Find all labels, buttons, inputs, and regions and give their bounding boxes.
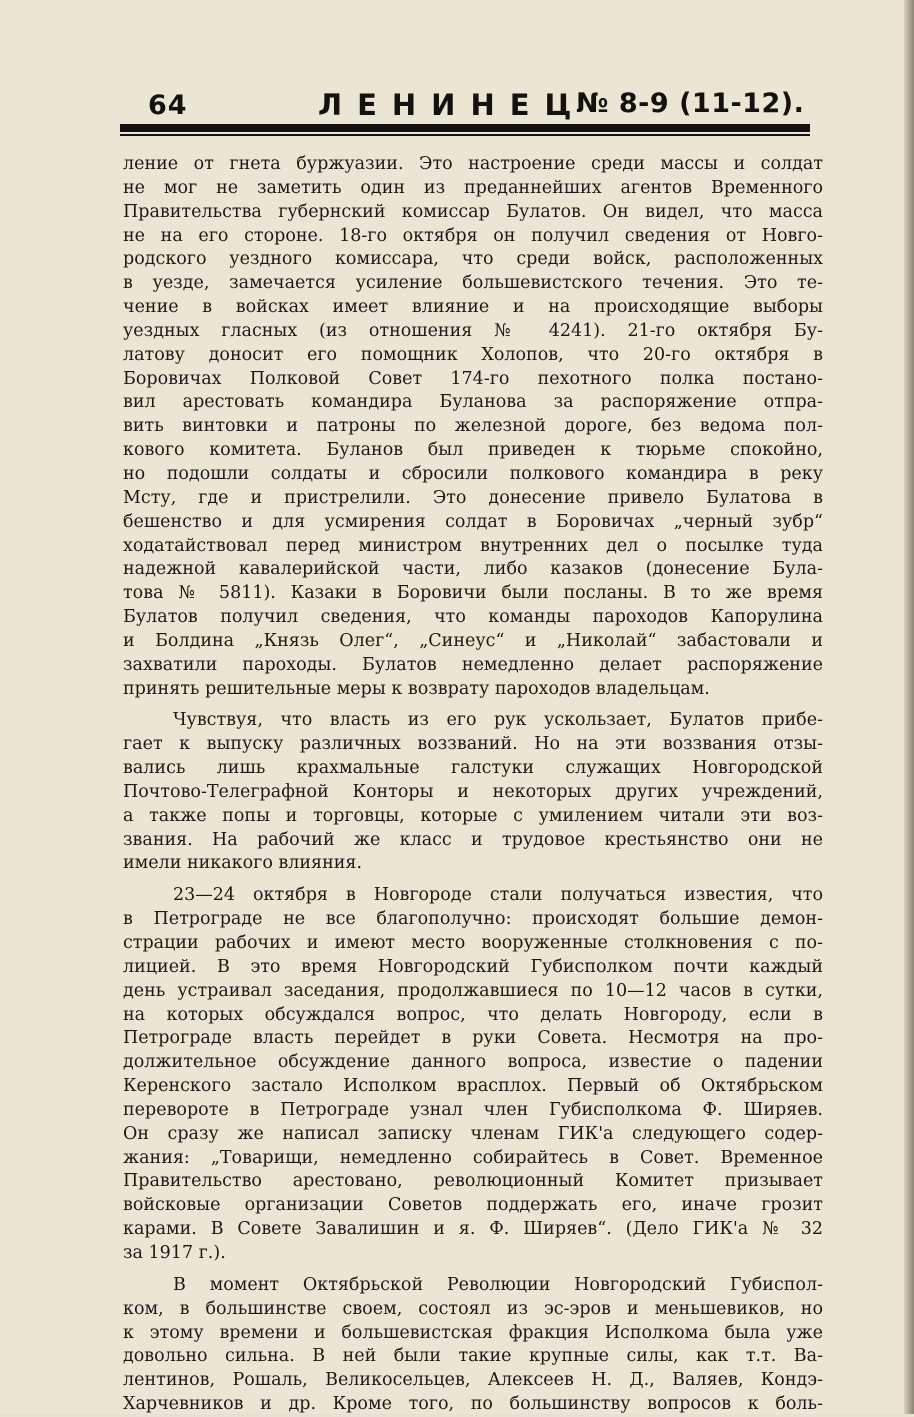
text-line: карами. В Совете Завалишин и я. Ф. Ширяев“. (Дело ГИК'а № 32 [123, 1219, 823, 1240]
text-line: ление от гнета буржуазии. Это настроение среди массы и солдат [123, 154, 823, 174]
text-line: В момент Октябрьской Революции Новгородский Губиспол- [173, 1274, 823, 1295]
page-header [120, 86, 810, 122]
text-line: вить винтовки и патроны по железной дороге, без ведома пол- [123, 416, 823, 437]
text-line: ходатайствовал перед министром внутренних дел о посылке туда [123, 535, 823, 556]
text-line: не мог не заметить один из преданнейших агентов Временного [123, 177, 823, 198]
text-line: Булатов получил сведения, что команды пароходов Капорулина [123, 607, 823, 628]
text-line: к этому времени и большевистская фракция Исполкома была уже [123, 1322, 823, 1343]
text-line: но подошли солдаты и сбросили полкового командира в реку [123, 463, 823, 484]
header-rule-thick [120, 124, 810, 132]
text-line: ком, в большинстве своем, состоял из эс-эров и меньшевиков, но [123, 1298, 823, 1319]
text-line: Мсту, где и пристрелили. Это донесение привело Булатова в [123, 487, 823, 508]
text-line: лентинов, Рошаль, Великосельцев, Алексеев Н. Д., Валяев, Кондэ- [123, 1370, 823, 1391]
text-line: войсковые организации Советов поддержать его, иначе грозит [123, 1195, 823, 1216]
text-line: жания: „Товарищи, немедленно собирайтесь в Совет. Временное [123, 1147, 823, 1168]
text-line: гает к выпуску различных воззваний. Но на эти воззвания отзы- [123, 734, 823, 755]
paragraph-gap [123, 701, 823, 709]
text-line: в уезде, замечается усиление большевистского течения. Это те- [123, 273, 823, 294]
text-line: чение в войсках имеет влияние и на происходящие выборы [123, 297, 823, 318]
text-line: Правительства губернский комиссар Булатов. Он видел, что масса [123, 201, 823, 222]
book-spine-shadow [904, 0, 914, 1414]
page-number: 64 [148, 90, 188, 121]
journal-title: ЛЕНИНЕЦ [318, 88, 587, 122]
text-line: а также попы и торговцы, которые с умилением читали эти воз- [123, 805, 823, 826]
text-line: Боровичах Полковой Совет 174-го пехотного полка постано- [123, 368, 823, 389]
text-line: в Петрограде не все благополучно: происходят большие демон- [123, 909, 823, 930]
text-line: страции рабочих и имеют место вооруженные столкновения с по- [123, 933, 823, 953]
text-line: Керенского застало Исполком врасплох. Первый об Октябрьском [123, 1076, 823, 1097]
text-line: Харчевников и др. Кроме того, по большинству вопросов к боль- [123, 1394, 823, 1415]
text-line: принять решительные меры к возврату пароходов владельцам. [123, 678, 710, 699]
text-line: не на его стороне. 18-го октября он получил сведения от Новго- [123, 225, 823, 246]
text-line: должительное обсуждение данного вопроса, известие о падении [123, 1052, 823, 1073]
paragraph-gap [123, 1266, 823, 1274]
text-line: надежной кавалерийской части, либо казаков (донесение Була- [123, 559, 823, 580]
text-line: на которых обсуждался вопрос, что делать Новгороду, если в [123, 1004, 823, 1025]
text-line: Чувствуя, что власть из его рук ускользает, Булатов прибе- [173, 710, 823, 731]
text-line: перевороте в Петрограде узнал член Губисполкома Ф. Ширяев. [123, 1099, 823, 1120]
article-body [123, 153, 823, 1417]
text-line: кового комитета. Буланов был приведен к тюрьме спокойно, [123, 440, 823, 461]
paragraph-gap [123, 876, 823, 884]
text-line: Петрограде власть перейдет в руки Совета. Несмотря на про- [123, 1028, 823, 1049]
paragraph [123, 709, 823, 876]
text-line: день устраивал заседания, продолжавшиеся по 10—12 часов в сутки, [123, 980, 823, 1001]
text-line: и Болдина „Князь Олег“, „Синеус“ и „Николай“ забастовали и [123, 630, 823, 651]
paragraph [123, 884, 823, 1266]
text-line: Почтово-Телеграфной Конторы и некоторых других учреждений, [123, 781, 823, 802]
paragraph [123, 1274, 823, 1417]
text-line: захватили пароходы. Булатов немедленно делает распоряжение [123, 654, 823, 675]
header-rule-thin [120, 134, 810, 136]
text-line: имели никакого влияния. [123, 853, 363, 874]
text-line: това № 5811). Казаки в Боровичи были посланы. В то же время [123, 583, 823, 604]
text-line: звания. На рабочий же класс и трудовое крестьянство они не [123, 829, 823, 850]
text-line: уездных гласных (из отношения № 4241). 21-го октября Бу- [123, 320, 823, 341]
text-line: бешенство и для усмирения солдат в Боровичах „черный зубр“ [123, 511, 823, 532]
text-line: вались лишь крахмальные галстуки служащих Новгородской [123, 758, 823, 779]
text-line: за 1917 г.). [123, 1242, 226, 1263]
text-line: вил арестовать командира Буланова за распоряжение отпра- [123, 392, 823, 413]
text-line: довольно сильна. В ней были такие крупные силы, как т.т. Ва- [123, 1346, 823, 1367]
text-line: родского уездного комиссара, что среди войск, расположенных [123, 249, 823, 270]
issue-number: № 8-9 (11-12). [576, 88, 805, 119]
text-line: лицией. В это время Новгородский Губисполком почти каждый [123, 956, 823, 977]
paragraph [123, 153, 823, 701]
text-line: Правительство арестовано, революционный Комитет призывает [123, 1171, 823, 1192]
text-line: Он сразу же написал записку членам ГИК'а следующего содер- [123, 1123, 823, 1144]
text-line: 23—24 октября в Новгороде стали получаться известия, что [173, 885, 823, 906]
text-line: латову доносит его помощник Холопов, что 20-го октября в [123, 344, 823, 365]
